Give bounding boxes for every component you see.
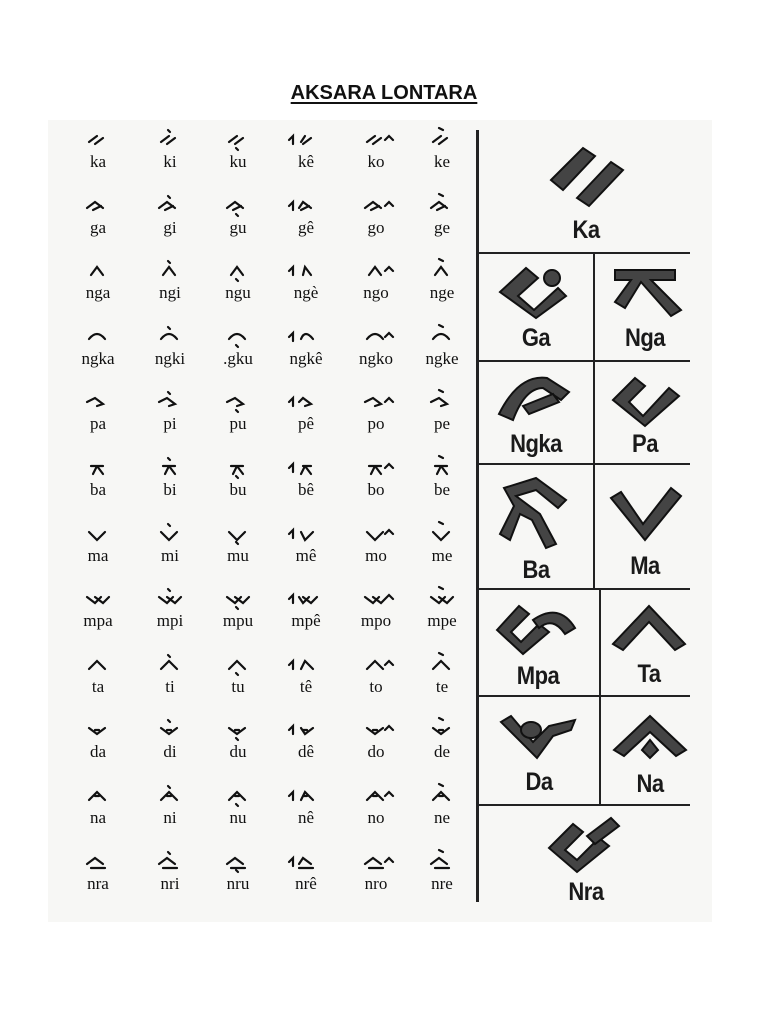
lontara-glyph-icon <box>136 850 204 872</box>
syllable-latin: ngè <box>293 283 319 303</box>
lontara-glyph-icon <box>136 325 204 347</box>
lontara-glyph-icon <box>64 325 132 347</box>
syllable-latin: te <box>435 676 449 696</box>
syllable-latin: ne <box>433 807 451 827</box>
syllable-row <box>62 128 474 194</box>
lontara-glyph-icon <box>64 128 132 150</box>
syllable-row <box>62 259 474 325</box>
syllable-cell <box>272 522 340 566</box>
syllable-cell <box>64 718 132 762</box>
lontara-glyph-icon <box>204 259 272 281</box>
syllable-cell <box>204 325 272 369</box>
syllable-cell <box>204 653 272 697</box>
letter-nga: Nga <box>598 262 692 351</box>
syllable-latin: mê <box>295 545 317 565</box>
lontara-glyph-icon <box>204 522 272 544</box>
syllable-cell <box>204 522 272 566</box>
syllable-cell <box>272 587 340 631</box>
syllable-latin: ke <box>433 152 451 171</box>
lontara-glyph-icon <box>408 587 476 609</box>
panel-divider-horizontal <box>476 588 690 590</box>
na-glyph-icon <box>610 710 690 766</box>
syllable-cell <box>342 653 410 697</box>
lontara-glyph-icon <box>408 653 476 675</box>
syllable-cell <box>408 259 476 303</box>
lontara-glyph-icon <box>342 194 410 216</box>
syllable-cell <box>64 653 132 697</box>
letter-ga: Ga <box>484 262 588 351</box>
syllable-latin: bo <box>367 479 385 499</box>
syllable-latin: pa <box>89 414 107 434</box>
letter-ba: Ba <box>484 474 588 583</box>
syllable-cell <box>64 325 132 369</box>
lontara-glyph-icon <box>342 653 410 675</box>
syllable-cell <box>272 259 340 303</box>
panel-divider-horizontal <box>476 695 690 697</box>
syllable-cell <box>204 259 272 303</box>
syllable-latin: mpê <box>291 611 321 631</box>
lontara-glyph-icon <box>342 587 410 609</box>
lontara-glyph-icon <box>204 128 272 150</box>
syllable-row <box>62 522 474 588</box>
lontara-glyph-icon <box>272 784 340 806</box>
lontara-glyph-icon <box>342 784 410 806</box>
syllable-cell <box>136 653 204 697</box>
lontara-glyph-icon <box>204 587 272 609</box>
syllable-cell <box>64 390 132 434</box>
syllable-cell <box>342 390 410 434</box>
syllable-latin: nê <box>297 807 315 827</box>
lontara-glyph-icon <box>136 128 204 150</box>
lontara-glyph-icon <box>408 325 476 347</box>
panel-divider-horizontal <box>476 804 690 806</box>
letter-nra: Nra <box>526 814 646 905</box>
syllable-cell <box>64 587 132 631</box>
syllable-latin: gi <box>163 217 177 237</box>
lontara-glyph-icon <box>136 587 204 609</box>
syllable-latin: mi <box>161 545 179 565</box>
syllable-latin: mo <box>365 545 387 565</box>
syllable-cell <box>342 587 410 631</box>
lontara-glyph-icon <box>64 850 132 872</box>
lontara-glyph-icon <box>342 456 410 478</box>
syllable-cell <box>136 784 204 828</box>
syllable-cell <box>408 128 476 172</box>
syllable-cell <box>408 587 476 631</box>
syllable-latin: mpi <box>156 611 184 631</box>
syllable-row <box>62 718 474 784</box>
syllable-cell <box>342 850 410 894</box>
lontara-glyph-icon <box>342 390 410 412</box>
syllable-cell <box>408 456 476 500</box>
letter-da: Da <box>484 708 594 795</box>
syllable-cell <box>342 718 410 762</box>
syllable-latin: nro <box>364 873 388 893</box>
lontara-glyph-icon <box>136 784 204 806</box>
syllable-cell <box>272 390 340 434</box>
syllable-cell <box>64 456 132 500</box>
syllable-latin: .gku <box>223 348 253 368</box>
syllable-latin: go <box>367 217 385 237</box>
letter-ka: Ka <box>516 140 656 243</box>
syllable-latin: gu <box>229 217 247 237</box>
lontara-glyph-icon <box>204 718 272 740</box>
syllable-latin: nre <box>431 873 453 893</box>
syllable-latin: da <box>89 742 107 762</box>
syllable-latin: ku <box>229 152 247 171</box>
lontara-glyph-icon <box>272 587 340 609</box>
syllable-cell <box>272 128 340 172</box>
lontara-glyph-icon <box>342 850 410 872</box>
lontara-glyph-icon <box>408 718 476 740</box>
syllable-latin: nra <box>87 873 109 893</box>
panel-divider-horizontal <box>476 463 690 465</box>
syllable-cell <box>342 784 410 828</box>
letter-ngka: Ngka <box>484 370 588 457</box>
syllable-cell <box>204 784 272 828</box>
lontara-glyph-icon <box>272 194 340 216</box>
syllable-cell <box>204 587 272 631</box>
syllable-latin: du <box>229 742 247 762</box>
syllable-latin: ko <box>367 152 385 171</box>
syllable-latin: mpo <box>360 611 392 631</box>
syllable-cell <box>204 718 272 762</box>
lontara-glyph-icon <box>272 718 340 740</box>
syllable-cell <box>136 718 204 762</box>
syllable-latin: pê <box>297 414 315 434</box>
lontara-glyph-icon <box>136 653 204 675</box>
syllable-latin: na <box>89 807 107 827</box>
syllable-latin: ngka <box>81 348 115 368</box>
syllable-latin: ta <box>91 676 105 696</box>
lontara-glyph-icon <box>204 456 272 478</box>
nra-glyph-icon <box>541 814 631 874</box>
lontara-glyph-icon <box>64 718 132 740</box>
lontara-glyph-icon <box>204 784 272 806</box>
lontara-glyph-icon <box>408 194 476 216</box>
syllable-cell <box>272 784 340 828</box>
lontara-glyph-icon <box>342 325 410 347</box>
ka-glyph-icon <box>541 140 631 212</box>
lontara-glyph-icon <box>64 194 132 216</box>
syllable-latin: nrê <box>295 873 317 893</box>
syllable-cell <box>64 128 132 172</box>
syllable-cell <box>408 390 476 434</box>
lontara-glyph-icon <box>342 128 410 150</box>
ma-glyph-icon <box>605 484 685 548</box>
lontara-glyph-icon <box>342 259 410 281</box>
mpa-glyph-icon <box>493 598 583 658</box>
lontara-glyph-icon <box>272 390 340 412</box>
syllable-cell <box>408 784 476 828</box>
lontara-glyph-icon <box>136 390 204 412</box>
syllable-cell <box>64 850 132 894</box>
syllable-row <box>62 653 474 719</box>
syllable-latin: ti <box>165 676 175 696</box>
syllable-latin: nri <box>160 873 180 893</box>
syllable-latin: mpu <box>222 611 254 631</box>
lontara-glyph-icon <box>64 390 132 412</box>
letter-ta: Ta <box>604 600 694 687</box>
syllable-latin: nru <box>226 873 250 893</box>
syllable-cell <box>408 850 476 894</box>
syllable-cell <box>136 194 204 238</box>
syllable-cell <box>204 128 272 172</box>
syllable-cell <box>272 456 340 500</box>
syllable-cell <box>342 522 410 566</box>
syllable-latin: po <box>367 414 385 434</box>
syllable-cell <box>64 784 132 828</box>
syllable-latin: ngi <box>159 283 181 303</box>
syllable-latin: de <box>433 742 451 762</box>
syllable-cell <box>136 128 204 172</box>
syllable-latin: to <box>369 676 383 696</box>
syllable-cell <box>136 456 204 500</box>
lontara-glyph-icon <box>408 456 476 478</box>
syllable-latin: ge <box>433 217 451 237</box>
syllable-latin: ngke <box>425 348 459 368</box>
lontara-glyph-icon <box>272 850 340 872</box>
syllable-cell <box>342 259 410 303</box>
lontara-glyph-icon <box>408 522 476 544</box>
syllable-cell <box>136 325 204 369</box>
syllable-latin: tu <box>231 676 245 696</box>
syllable-latin: mpe <box>427 611 457 631</box>
syllable-cell <box>272 850 340 894</box>
syllable-latin: pi <box>163 414 177 434</box>
syllable-latin: me <box>431 545 453 565</box>
syllable-latin: do <box>367 742 385 762</box>
syllable-latin: bê <box>297 479 315 499</box>
syllable-cell <box>342 194 410 238</box>
lontara-glyph-icon <box>204 390 272 412</box>
syllable-cell <box>408 718 476 762</box>
syllable-latin: ni <box>163 807 177 827</box>
syllable-row <box>62 456 474 522</box>
syllable-row <box>62 850 474 916</box>
lontara-glyph-icon <box>136 194 204 216</box>
lontara-glyph-icon <box>272 456 340 478</box>
lontara-glyph-icon <box>64 784 132 806</box>
da-glyph-icon <box>497 708 581 764</box>
syllable-latin: dê <box>297 742 315 762</box>
syllable-latin: pu <box>229 414 247 434</box>
lontara-glyph-icon <box>204 850 272 872</box>
syllable-cell <box>408 522 476 566</box>
lontara-glyph-icon <box>408 390 476 412</box>
syllable-latin: tê <box>299 676 313 696</box>
syllable-row <box>62 325 474 391</box>
ngka-glyph-icon <box>493 370 579 426</box>
syllable-latin: mpa <box>83 611 113 631</box>
syllable-cell <box>136 522 204 566</box>
syllable-latin: ka <box>89 152 107 171</box>
panel-divider-horizontal <box>476 252 690 254</box>
syllable-cell <box>408 325 476 369</box>
syllable-cell <box>272 194 340 238</box>
lontara-glyph-icon <box>272 259 340 281</box>
syllable-latin: ga <box>89 217 107 237</box>
syllable-latin: pe <box>433 414 451 434</box>
syllable-cell <box>342 456 410 500</box>
panel-divider-inner <box>593 252 595 588</box>
syllable-cell <box>204 194 272 238</box>
lontara-glyph-icon <box>64 587 132 609</box>
panel-divider-horizontal <box>476 360 690 362</box>
lontara-glyph-icon <box>136 456 204 478</box>
syllable-latin: nge <box>429 283 455 303</box>
syllable-cell <box>272 653 340 697</box>
page-title: AKSARA LONTARA <box>290 82 478 104</box>
syllable-latin: ngo <box>363 283 389 303</box>
lontara-glyph-icon <box>408 784 476 806</box>
syllable-cell <box>272 325 340 369</box>
syllable-latin: ngkê <box>289 348 323 368</box>
syllable-latin: ba <box>89 479 107 499</box>
lontara-glyph-icon <box>204 325 272 347</box>
letter-panel <box>476 130 696 906</box>
lontara-glyph-icon <box>342 522 410 544</box>
lontara-glyph-icon <box>64 653 132 675</box>
syllable-cell <box>64 194 132 238</box>
syllable-latin: nu <box>229 807 247 827</box>
letter-mpa: Mpa <box>484 598 592 689</box>
syllable-latin: di <box>163 742 177 762</box>
syllable-grid <box>62 128 474 915</box>
syllable-latin: nga <box>85 283 111 303</box>
syllable-cell <box>272 718 340 762</box>
lontara-glyph-icon <box>342 718 410 740</box>
syllable-cell <box>64 259 132 303</box>
syllable-latin: bi <box>163 479 177 499</box>
syllable-cell <box>204 390 272 434</box>
lontara-glyph-icon <box>136 259 204 281</box>
ba-glyph-icon <box>496 474 576 552</box>
syllable-latin: ngko <box>359 348 393 368</box>
syllable-cell <box>342 325 410 369</box>
lontara-glyph-icon <box>272 325 340 347</box>
syllable-cell <box>136 259 204 303</box>
syllable-cell <box>408 194 476 238</box>
syllable-row <box>62 784 474 850</box>
lontara-glyph-icon <box>136 718 204 740</box>
syllable-latin: kê <box>297 152 315 171</box>
syllable-latin: mu <box>227 545 249 565</box>
syllable-row <box>62 194 474 260</box>
letter-na: Na <box>606 710 694 797</box>
lontara-glyph-icon <box>64 259 132 281</box>
syllable-latin: ki <box>163 152 177 171</box>
syllable-row <box>62 587 474 653</box>
syllable-row <box>62 390 474 456</box>
syllable-latin: ngki <box>154 348 186 368</box>
syllable-latin: no <box>367 807 385 827</box>
pa-glyph-icon <box>605 370 685 426</box>
lontara-glyph-icon <box>272 522 340 544</box>
syllable-cell <box>408 653 476 697</box>
letter-pa: Pa <box>598 370 692 457</box>
lontara-glyph-icon <box>64 522 132 544</box>
syllable-latin: gê <box>297 217 315 237</box>
letter-ma: Ma <box>598 484 692 579</box>
lontara-glyph-icon <box>272 128 340 150</box>
syllable-cell <box>136 850 204 894</box>
lontara-glyph-icon <box>272 653 340 675</box>
syllable-cell <box>204 850 272 894</box>
syllable-cell <box>64 522 132 566</box>
syllable-latin: bu <box>229 479 247 499</box>
nga-glyph-icon <box>605 262 685 320</box>
lontara-glyph-icon <box>408 850 476 872</box>
lontara-glyph-icon <box>64 456 132 478</box>
syllable-cell <box>342 128 410 172</box>
syllable-cell <box>136 390 204 434</box>
lontara-glyph-icon <box>204 653 272 675</box>
syllable-latin: ngu <box>225 283 251 303</box>
lontara-glyph-icon <box>136 522 204 544</box>
ga-glyph-icon <box>496 262 576 320</box>
lontara-glyph-icon <box>408 128 476 150</box>
syllable-latin: be <box>433 479 451 499</box>
panel-divider-vertical <box>476 130 479 902</box>
lontara-glyph-icon <box>408 259 476 281</box>
lontara-glyph-icon <box>204 194 272 216</box>
syllable-latin: ma <box>87 545 109 565</box>
syllable-cell <box>204 456 272 500</box>
ta-glyph-icon <box>609 600 689 656</box>
syllable-cell <box>136 587 204 631</box>
